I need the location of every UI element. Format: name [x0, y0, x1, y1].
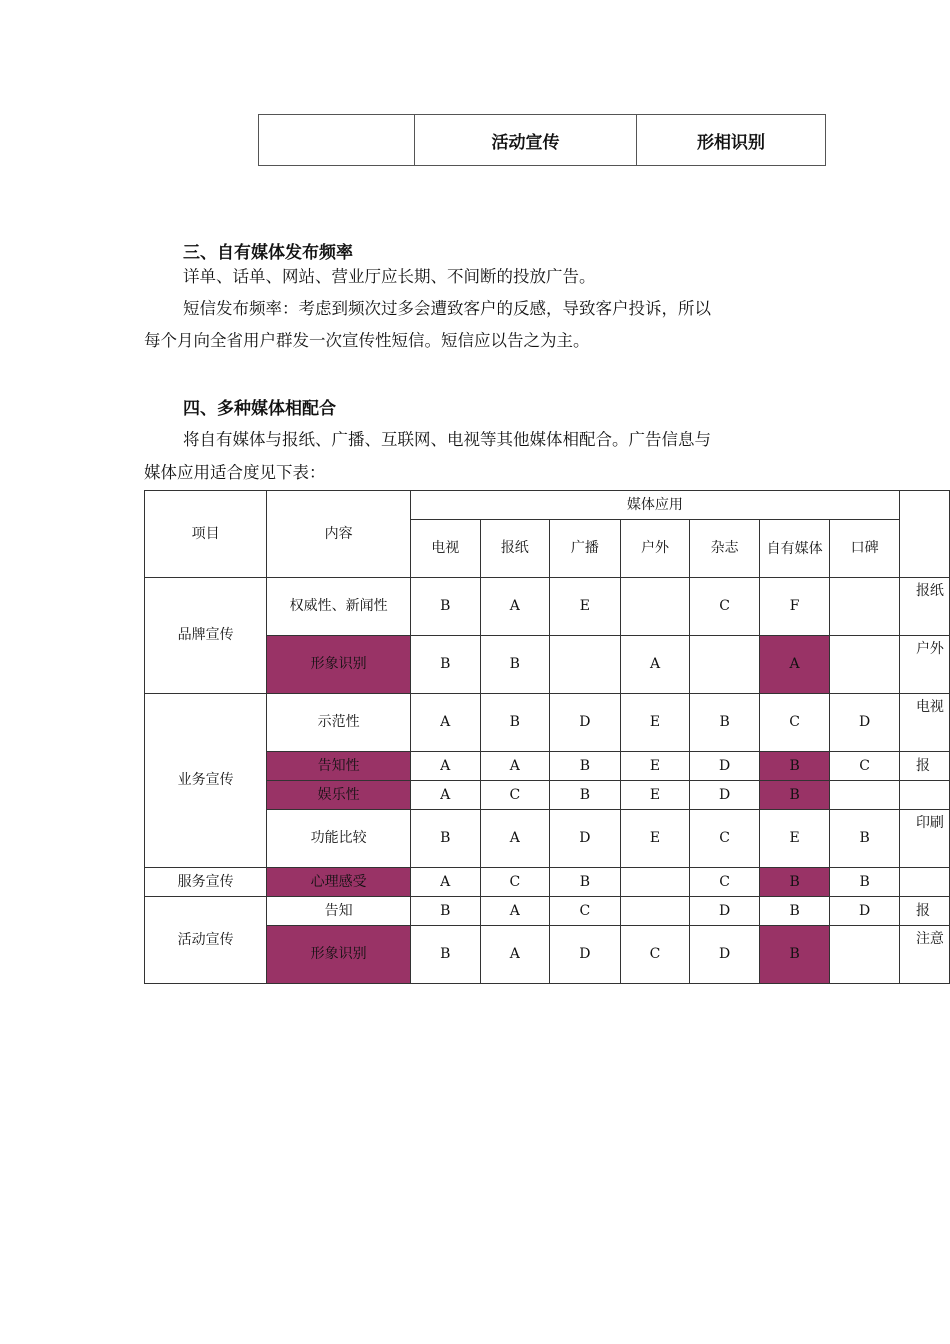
rating-cell: [620, 897, 690, 926]
row-item: 业务宣传: [145, 694, 267, 868]
side-note-cell: 报: [899, 752, 949, 781]
rating-cell: B: [410, 897, 480, 926]
rating-cell: A: [410, 781, 480, 810]
rating-cell: E: [620, 694, 690, 752]
rating-cell: E: [620, 781, 690, 810]
header-media-radio: 广播: [550, 520, 621, 578]
rating-cell: B: [480, 636, 550, 694]
rating-cell: [830, 636, 900, 694]
section3-line-2: 短信发布频率：考虑到频次过多会遭致客户的反感，导致客户投诉，所以: [183, 299, 711, 318]
rating-cell: B: [410, 636, 480, 694]
rating-cell: C: [480, 868, 550, 897]
rating-cell: B: [830, 868, 900, 897]
table-row: [145, 578, 950, 636]
side-note-cell: 报: [899, 897, 949, 926]
rating-cell: C: [480, 781, 550, 810]
rating-cell: B: [410, 926, 480, 984]
rating-cell: C: [690, 578, 760, 636]
rating-cell: [620, 868, 690, 897]
rating-cell: A: [410, 752, 480, 781]
rating-cell: D: [550, 810, 621, 868]
side-note-cell: [899, 868, 949, 897]
rating-cell: E: [620, 810, 690, 868]
rating-cell: B: [759, 868, 829, 897]
table-row: [145, 694, 950, 752]
rating-cell: C: [759, 694, 829, 752]
rating-cell: B: [759, 926, 829, 984]
row-item: 品牌宣传: [145, 578, 267, 694]
header-media-tv: 电视: [410, 520, 480, 578]
top-table-cell-empty: [259, 115, 415, 166]
rating-cell: D: [690, 897, 760, 926]
rating-cell: A: [620, 636, 690, 694]
section4-line-2: 媒体应用适合度见下表：: [144, 463, 326, 482]
rating-cell: C: [690, 810, 760, 868]
row-content: 形象识别: [267, 636, 411, 694]
top-table-cell-activity: 活动宣传: [415, 115, 637, 166]
rating-cell: D: [550, 926, 621, 984]
row-item: 服务宣传: [145, 868, 267, 897]
rating-cell: B: [759, 752, 829, 781]
rating-cell: A: [410, 868, 480, 897]
rating-cell: B: [830, 810, 900, 868]
header-media-newspaper: 报纸: [480, 520, 550, 578]
section4-line-1: 将自有媒体与报纸、广播、互联网、电视等其他媒体相配合。广告信息与: [183, 430, 711, 449]
top-table-cell-image: 形相识别: [637, 115, 826, 166]
rating-cell: [830, 926, 900, 984]
rating-cell: E: [550, 578, 621, 636]
side-note-cell: 印刷: [899, 810, 949, 868]
rating-cell: F: [759, 578, 829, 636]
row-item: 活动宣传: [145, 897, 267, 984]
rating-cell: E: [759, 810, 829, 868]
side-note-cell: 报纸: [899, 578, 949, 636]
row-content: 示范性: [267, 694, 411, 752]
table-row: [145, 868, 950, 897]
side-note-cell: 注意: [899, 926, 949, 984]
rating-cell: B: [410, 810, 480, 868]
rating-cell: C: [830, 752, 900, 781]
rating-cell: D: [830, 694, 900, 752]
rating-cell: D: [830, 897, 900, 926]
rating-cell: B: [410, 578, 480, 636]
row-content: 权威性、新闻性: [267, 578, 411, 636]
header-media-own: 自有媒体: [759, 520, 829, 578]
rating-cell: B: [550, 868, 621, 897]
header-media-group: 媒体应用: [410, 491, 899, 520]
header-media-magazine: 杂志: [690, 520, 760, 578]
media-fit-table: [144, 490, 950, 984]
rating-cell: [550, 636, 621, 694]
side-header: [899, 491, 949, 578]
rating-cell: [830, 781, 900, 810]
rating-cell: [690, 636, 760, 694]
section4-heading: 四、多种媒体相配合: [183, 399, 336, 419]
rating-cell: B: [550, 752, 621, 781]
rating-cell: C: [620, 926, 690, 984]
side-note-cell: [899, 781, 949, 810]
section3-heading: 三、自有媒体发布频率: [183, 243, 353, 263]
rating-cell: [830, 578, 900, 636]
row-content: 心理感受: [267, 868, 411, 897]
side-note-cell: 电视: [899, 694, 949, 752]
header-content: 内容: [267, 491, 411, 578]
rating-cell: D: [550, 694, 621, 752]
row-content: 形象识别: [267, 926, 411, 984]
rating-cell: A: [480, 926, 550, 984]
header-media-outdoor: 户外: [620, 520, 690, 578]
rating-cell: C: [550, 897, 621, 926]
rating-cell: A: [759, 636, 829, 694]
rating-cell: A: [480, 752, 550, 781]
rating-cell: C: [690, 868, 760, 897]
rating-cell: A: [480, 897, 550, 926]
side-note-cell: 户外: [899, 636, 949, 694]
rating-cell: [620, 578, 690, 636]
rating-cell: D: [690, 926, 760, 984]
rating-cell: B: [690, 694, 760, 752]
rating-cell: B: [759, 781, 829, 810]
rating-cell: A: [480, 810, 550, 868]
rating-cell: B: [759, 897, 829, 926]
header-item: 项目: [145, 491, 267, 578]
rating-cell: B: [480, 694, 550, 752]
section3-line-3: 每个月向全省用户群发一次宣传性短信。短信应以告之为主。: [144, 331, 590, 350]
rating-cell: B: [550, 781, 621, 810]
row-content: 告知: [267, 897, 411, 926]
rating-cell: A: [480, 578, 550, 636]
row-content: 娱乐性: [267, 781, 411, 810]
rating-cell: A: [410, 694, 480, 752]
rating-cell: D: [690, 752, 760, 781]
section3-line-1: 详单、话单、网站、营业厅应长期、不间断的投放广告。: [183, 267, 596, 286]
rating-cell: E: [620, 752, 690, 781]
row-content: 功能比较: [267, 810, 411, 868]
rating-cell: D: [690, 781, 760, 810]
table-row: [145, 897, 950, 926]
top-table: [258, 114, 826, 166]
header-media-wordofmouth: 口碑: [830, 520, 900, 578]
row-content: 告知性: [267, 752, 411, 781]
